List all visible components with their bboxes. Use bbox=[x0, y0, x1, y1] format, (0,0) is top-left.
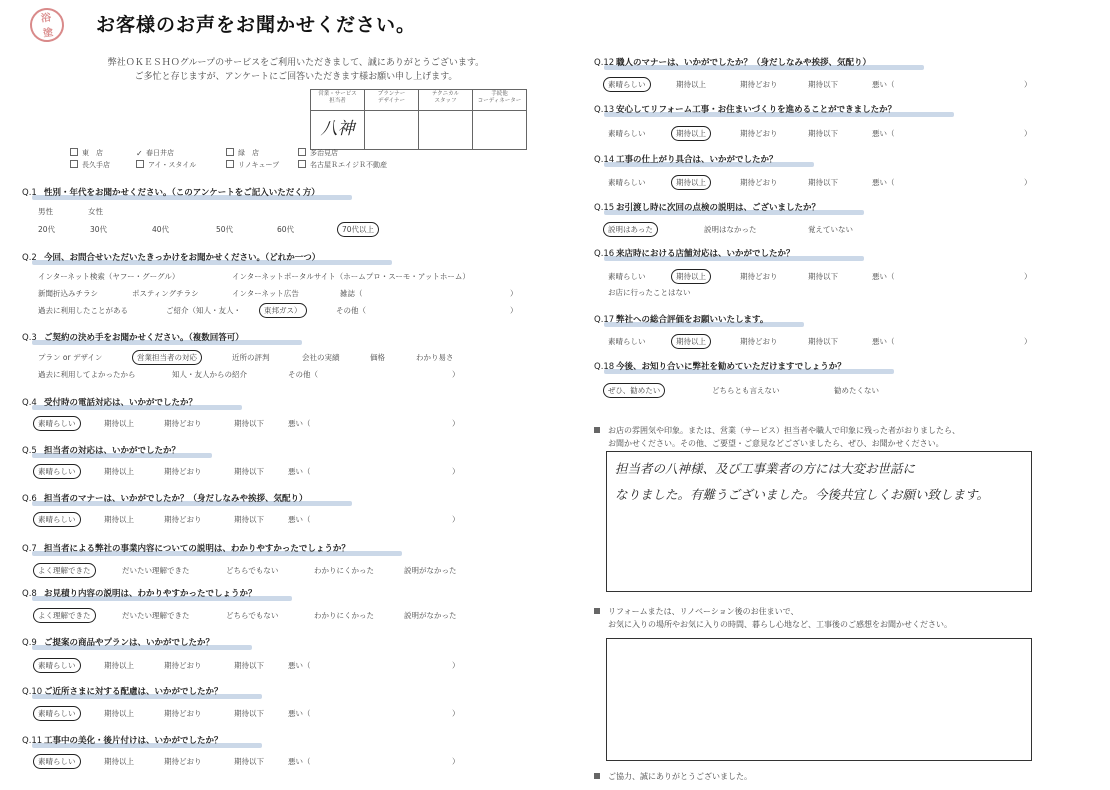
store-option[interactable] bbox=[136, 148, 174, 158]
answer-option[interactable]: 期待どおり bbox=[164, 757, 202, 766]
answer-option[interactable]: 悪い（ bbox=[288, 757, 311, 766]
store-option[interactable] bbox=[226, 148, 259, 158]
answer-option-selected[interactable]: 素晴らしい bbox=[38, 466, 76, 477]
answer-option[interactable]: 期待以上 bbox=[104, 709, 134, 718]
answer-option[interactable]: 50代 bbox=[216, 225, 234, 234]
store-label: 多治見店 bbox=[310, 149, 338, 157]
question-text: 安心してリフォーム工事・お住まいづくりを進めることができましたか？ bbox=[616, 105, 897, 115]
question-heading bbox=[594, 313, 768, 325]
answer-option[interactable]: 悪い（ bbox=[872, 337, 895, 346]
answer-option[interactable]: ） bbox=[1024, 178, 1032, 187]
answer-option[interactable]: 価格 bbox=[370, 353, 385, 362]
answer-option[interactable]: 説明はなかった bbox=[704, 225, 757, 234]
answer-option[interactable]: 会社の実績 bbox=[302, 353, 340, 362]
answer-option[interactable]: インターネット検索（ヤフー・グーグル） bbox=[38, 272, 180, 281]
staff-value-coordinator[interactable] bbox=[473, 111, 527, 150]
free-comment-1-answer-line-2: なりました。有難うございました。今後共宜しくお願い致します。 bbox=[615, 487, 990, 502]
answer-option[interactable]: 悪い（ bbox=[288, 709, 311, 718]
question-text: 受付時の電話対応は、いかがでしたか？ bbox=[44, 398, 198, 408]
answer-option[interactable]: 期待以下 bbox=[234, 757, 264, 766]
answer-option-selected[interactable]: よく理解できた bbox=[38, 565, 91, 576]
answer-option[interactable]: 女性 bbox=[88, 207, 103, 216]
answer-option[interactable]: 悪い（ bbox=[872, 80, 895, 89]
answer-option[interactable]: 期待以上 bbox=[104, 515, 134, 524]
answer-option[interactable]: ご紹介（知人・友人・ bbox=[166, 306, 241, 315]
intro-line-1: 弊社ＯＫＥＳＨＯグループのサービスをご利用いただきまして、誠にありがとうございます。 bbox=[107, 58, 485, 68]
answer-option[interactable]: 期待以上 bbox=[104, 467, 134, 476]
answer-option[interactable]: 雑誌（ bbox=[340, 289, 363, 298]
answer-option-selected[interactable]: 素晴らしい bbox=[38, 756, 76, 767]
question-text: 弊社への総合評価をお願いいたします。 bbox=[616, 315, 769, 325]
question-heading bbox=[594, 360, 846, 372]
question-text: ご近所さまに対する配慮は、いかがでしたか？ bbox=[44, 687, 223, 697]
question-number: Q.9 bbox=[22, 638, 37, 648]
question-text: 担当者の対応は、いかがでしたか？ bbox=[44, 446, 181, 456]
checkbox-icon[interactable] bbox=[298, 160, 306, 168]
checkbox-icon[interactable] bbox=[226, 148, 234, 156]
company-seal: 浴 塗 bbox=[28, 6, 66, 44]
store-label: リノキューブ bbox=[238, 161, 280, 169]
free-comment-1-prompt: お店の雰囲気や印象。または、営業（サービス）担当者や職人で印象に残った者がおりましたら、 お聞かせください。その他、ご要望・ご意見などございましたら、ぜひ、お聞かせください。 bbox=[594, 424, 960, 450]
answer-option-selected[interactable]: ぜひ、勧めたい bbox=[608, 385, 660, 396]
question-text: 性別・年代をお聞かせください。（このアンケートをご記入いただく方） bbox=[44, 188, 320, 198]
answer-option[interactable]: ） bbox=[510, 306, 518, 315]
free-comment-1-box[interactable] bbox=[606, 451, 1032, 592]
answer-option[interactable]: その他（ bbox=[336, 306, 366, 315]
answer-option[interactable]: 期待以下 bbox=[234, 419, 264, 428]
answer-option[interactable]: 期待どおり bbox=[740, 80, 778, 89]
question-heading bbox=[22, 251, 320, 263]
question-text: 今回、お問合せいただいたきっかけをお聞かせください。（どれか一つ） bbox=[44, 253, 321, 263]
answer-option[interactable]: ） bbox=[452, 515, 460, 524]
answer-option-selected[interactable]: 東邦ガス） bbox=[264, 305, 302, 316]
answer-option[interactable]: わかりにくかった bbox=[314, 611, 374, 620]
question-number: Q.8 bbox=[22, 589, 37, 599]
question-text: 工事中の美化・後片付けは、いかがでしたか？ bbox=[44, 736, 223, 746]
answer-option[interactable]: 悪い（ bbox=[288, 661, 311, 670]
answer-option-selected[interactable]: 素晴らしい bbox=[38, 418, 76, 429]
answer-option[interactable]: 過去に利用してよかったから bbox=[38, 370, 136, 379]
bullet-square-icon bbox=[594, 773, 600, 779]
answer-option[interactable]: ） bbox=[452, 709, 460, 718]
answer-option[interactable]: ） bbox=[1024, 337, 1032, 346]
answer-option-selected[interactable]: 期待以上 bbox=[676, 177, 706, 188]
question-number: Q.15 bbox=[594, 203, 615, 213]
question-number: Q.10 bbox=[22, 687, 43, 697]
answer-option[interactable]: 期待以上 bbox=[104, 419, 134, 428]
answer-option[interactable]: ） bbox=[510, 289, 518, 298]
question-number: Q.14 bbox=[594, 155, 615, 165]
answer-option[interactable]: インターネットポータルサイト（ホームプロ・スーモ・アットホーム） bbox=[232, 272, 470, 281]
question-text: 来店時における店舗対応は、いかがでしたか？ bbox=[616, 249, 795, 259]
answer-option[interactable]: 知人・友人からの紹介 bbox=[172, 370, 247, 379]
store-label: アイ・スタイル bbox=[148, 161, 197, 169]
question-number: Q.4 bbox=[22, 398, 37, 408]
answer-option[interactable]: 悪い（ bbox=[872, 178, 895, 187]
answer-option[interactable]: ポスティングチラシ bbox=[132, 289, 199, 298]
page-title: お客様のお声をお聞かせください。 bbox=[96, 14, 417, 36]
answer-option[interactable]: 期待どおり bbox=[164, 515, 202, 524]
store-option[interactable] bbox=[70, 148, 103, 158]
answer-option[interactable]: ） bbox=[1024, 129, 1032, 138]
answer-option-selected[interactable]: 70代以上 bbox=[342, 224, 374, 235]
question-heading bbox=[22, 331, 244, 343]
store-option[interactable] bbox=[226, 160, 279, 170]
store-label: 長久手店 bbox=[82, 161, 110, 169]
store-label: 名古屋ＲエイジＲ不動産 bbox=[310, 161, 387, 169]
answer-option[interactable]: 覚えていない bbox=[808, 225, 853, 234]
answer-option[interactable]: 期待以下 bbox=[808, 178, 838, 187]
answer-option[interactable]: ） bbox=[452, 661, 460, 670]
staff-value-planner[interactable] bbox=[365, 111, 419, 150]
answer-option[interactable]: 期待以下 bbox=[808, 337, 838, 346]
bullet-square-icon bbox=[594, 608, 600, 614]
answer-option[interactable]: 期待以下 bbox=[808, 80, 838, 89]
question-text: ご契約の決め手をお聞かせください。（複数回答可） bbox=[44, 333, 244, 343]
checkbox-icon[interactable] bbox=[136, 160, 144, 168]
answer-option-selected[interactable]: 説明はあった bbox=[608, 224, 653, 235]
answer-option[interactable]: 期待以下 bbox=[234, 709, 264, 718]
answer-option[interactable]: インターネット広告 bbox=[232, 289, 299, 298]
answer-option[interactable]: だいたい理解できた bbox=[122, 611, 190, 620]
answer-option[interactable]: 説明がなかった bbox=[404, 611, 457, 620]
answer-option[interactable]: 30代 bbox=[90, 225, 108, 234]
question-number: Q.17 bbox=[594, 315, 615, 325]
answer-option-selected[interactable]: 素晴らしい bbox=[38, 514, 76, 525]
answer-option[interactable]: わかりにくかった bbox=[314, 566, 374, 575]
question-heading bbox=[22, 396, 197, 408]
answer-option-selected[interactable]: よく理解できた bbox=[38, 610, 91, 621]
answer-option[interactable]: 悪い（ bbox=[288, 419, 311, 428]
answer-option[interactable]: 期待以上 bbox=[104, 757, 134, 766]
question-number: Q.11 bbox=[22, 736, 43, 746]
free-comment-1-answer-line-1: 担当者の八神様、及び工事業者の方には大変お世話に bbox=[615, 461, 916, 476]
answer-option[interactable]: 期待以上 bbox=[676, 80, 706, 89]
answer-option[interactable]: 期待どおり bbox=[164, 467, 202, 476]
answer-option[interactable]: ） bbox=[1024, 80, 1032, 89]
checkbox-icon[interactable] bbox=[226, 160, 234, 168]
answer-option[interactable]: 悪い（ bbox=[288, 467, 311, 476]
answer-option[interactable]: 悪い（ bbox=[288, 515, 311, 524]
answer-option-selected[interactable]: 素晴らしい bbox=[608, 79, 646, 90]
question-heading bbox=[22, 542, 350, 554]
staff-header-sales: 営業・サービス 担当者 bbox=[311, 90, 365, 111]
answer-option[interactable]: 素晴らしい bbox=[608, 272, 646, 281]
question-number: Q.1 bbox=[22, 188, 37, 198]
question-heading bbox=[22, 186, 320, 198]
question-number: Q.3 bbox=[22, 333, 37, 343]
question-heading bbox=[22, 636, 214, 648]
question-text: 今後、お知り合いに弊社を勧めていただけますでしょうか？ bbox=[616, 362, 846, 372]
question-text: 担当者のマナーは、いかがでしたか？（身だしなみや挨拶、気配り） bbox=[44, 494, 308, 504]
answer-option[interactable]: 期待どおり bbox=[740, 129, 778, 138]
answer-option[interactable]: 期待どおり bbox=[740, 272, 778, 281]
question-number: Q.12 bbox=[594, 58, 615, 68]
answer-option[interactable]: 素晴らしい bbox=[608, 178, 646, 187]
free-comment-2-prompt: リフォームまたは、リノベーション後のお住まいで、 お気に入りの場所やお気に入りの時間、暮らし心地など、工事後のご感想をお聞かせください。 bbox=[594, 605, 952, 631]
staff-header-technical: テクニカル スタッフ bbox=[419, 90, 473, 111]
store-label: 東 店 bbox=[82, 149, 103, 157]
answer-option-selected[interactable]: 期待以上 bbox=[676, 271, 706, 282]
store-label: 緑 店 bbox=[238, 149, 259, 157]
staff-header-planner: プランナー デザイナー bbox=[365, 90, 419, 111]
staff-value-sales[interactable]: 八神 bbox=[311, 111, 365, 150]
question-heading bbox=[594, 56, 871, 68]
question-text: 職人のマナーは、いかがでしたか？（身だしなみや挨拶、気配り） bbox=[616, 58, 872, 68]
checked-checkbox-icon[interactable]: ✓ bbox=[136, 149, 143, 158]
thanks-message: ご協力、誠にありがとうございました。 bbox=[594, 770, 752, 783]
question-heading bbox=[22, 587, 257, 599]
question-number: Q.6 bbox=[22, 494, 37, 504]
answer-option-selected[interactable]: 素晴らしい bbox=[38, 660, 76, 671]
store-option[interactable] bbox=[298, 148, 338, 158]
answer-option[interactable]: 期待以下 bbox=[808, 272, 838, 281]
question-heading bbox=[594, 153, 778, 165]
answer-option[interactable]: 新聞折込みチラシ bbox=[38, 289, 98, 298]
answer-option-selected[interactable]: 営業担当者の対応 bbox=[137, 352, 197, 363]
answer-option[interactable]: どちらでもない bbox=[226, 566, 279, 575]
store-option[interactable] bbox=[70, 160, 110, 170]
answer-option[interactable]: 期待どおり bbox=[164, 419, 202, 428]
question-number: Q.5 bbox=[22, 446, 37, 456]
answer-option[interactable]: その他（ bbox=[288, 370, 318, 379]
question-heading bbox=[22, 492, 308, 504]
free-comment-2-box[interactable] bbox=[606, 638, 1032, 761]
answer-option-selected[interactable]: 期待以上 bbox=[676, 336, 706, 347]
staff-value-technical[interactable] bbox=[419, 111, 473, 150]
answer-option[interactable]: ） bbox=[452, 757, 460, 766]
answer-option[interactable]: プラン or デザイン bbox=[38, 353, 103, 362]
checkbox-icon[interactable] bbox=[298, 148, 306, 156]
answer-option[interactable]: 40代 bbox=[152, 225, 170, 234]
question-text: お引渡し時に次回の点検の説明は、ございましたか？ bbox=[616, 203, 821, 213]
answer-option[interactable]: だいたい理解できた bbox=[122, 566, 190, 575]
answer-option[interactable]: 男性 bbox=[38, 207, 53, 216]
question-heading bbox=[594, 201, 820, 213]
answer-option[interactable]: お店に行ったことはない bbox=[608, 288, 691, 297]
question-number: Q.18 bbox=[594, 362, 615, 372]
checkbox-icon[interactable] bbox=[70, 148, 78, 156]
question-number: Q.16 bbox=[594, 249, 615, 259]
question-heading bbox=[594, 103, 896, 115]
answer-option[interactable]: ） bbox=[1024, 272, 1032, 281]
store-label: 春日井店 bbox=[146, 149, 174, 157]
answer-option[interactable]: 素晴らしい bbox=[608, 337, 646, 346]
question-number: Q.2 bbox=[22, 253, 37, 263]
answer-option[interactable]: どちらでもない bbox=[226, 611, 279, 620]
answer-option[interactable]: ） bbox=[452, 467, 460, 476]
staff-table bbox=[310, 89, 527, 150]
answer-option[interactable]: 説明がなかった bbox=[404, 566, 457, 575]
answer-option[interactable]: ） bbox=[452, 370, 460, 379]
answer-option[interactable]: 過去に利用したことがある bbox=[38, 306, 128, 315]
answer-option[interactable]: 期待どおり bbox=[740, 337, 778, 346]
question-number: Q.7 bbox=[22, 544, 37, 554]
answer-option[interactable]: 20代 bbox=[38, 225, 56, 234]
answer-option[interactable]: ） bbox=[452, 419, 460, 428]
question-text: ご提案の商品やプランは、いかがでしたか？ bbox=[44, 638, 215, 648]
answer-option[interactable]: 期待以下 bbox=[234, 515, 264, 524]
checkbox-icon[interactable] bbox=[70, 160, 78, 168]
answer-option[interactable]: 期待以上 bbox=[104, 661, 134, 670]
staff-header-coordinator: 手続他 コーディネーター bbox=[473, 90, 527, 111]
question-number: Q.13 bbox=[594, 105, 615, 115]
answer-option[interactable]: 素晴らしい bbox=[608, 129, 646, 138]
answer-option[interactable]: 期待以下 bbox=[234, 661, 264, 670]
question-heading bbox=[22, 685, 223, 697]
question-text: 工事の仕上がり具合は、いかがでしたか？ bbox=[616, 155, 778, 165]
answer-option[interactable]: 期待どおり bbox=[740, 178, 778, 187]
answer-option[interactable]: 悪い（ bbox=[872, 272, 895, 281]
answer-option[interactable]: 近所の評判 bbox=[232, 353, 270, 362]
store-option[interactable] bbox=[136, 160, 196, 170]
answer-option[interactable]: 勧めたくない bbox=[834, 386, 879, 395]
answer-option-selected[interactable]: 期待以上 bbox=[676, 128, 706, 139]
question-heading bbox=[594, 247, 795, 259]
answer-option[interactable]: 60代 bbox=[277, 225, 295, 234]
answer-option[interactable]: 悪い（ bbox=[872, 129, 895, 138]
answer-option[interactable]: 期待以下 bbox=[234, 467, 264, 476]
answer-option[interactable]: わかり易さ bbox=[416, 353, 454, 362]
intro-line-2: ご多忙と存じますが、アンケートにご回答いただきます様お願い申し上げます。 bbox=[134, 72, 458, 82]
answer-option[interactable]: 期待どおり bbox=[164, 709, 202, 718]
question-text: 担当者による弊社の事業内容についての説明は、わかりやすかったでしょうか？ bbox=[44, 544, 350, 554]
store-option[interactable] bbox=[298, 160, 387, 170]
answer-option[interactable]: 期待以下 bbox=[808, 129, 838, 138]
bullet-square-icon bbox=[594, 427, 600, 433]
question-text: お見積り内容の説明は、わかりやすかったでしょうか？ bbox=[44, 589, 257, 599]
question-heading bbox=[22, 734, 223, 746]
answer-option-selected[interactable]: 素晴らしい bbox=[38, 708, 76, 719]
answer-option[interactable]: 期待どおり bbox=[164, 661, 202, 670]
answer-option[interactable]: どちらとも言えない bbox=[712, 386, 780, 395]
question-heading bbox=[22, 444, 180, 456]
